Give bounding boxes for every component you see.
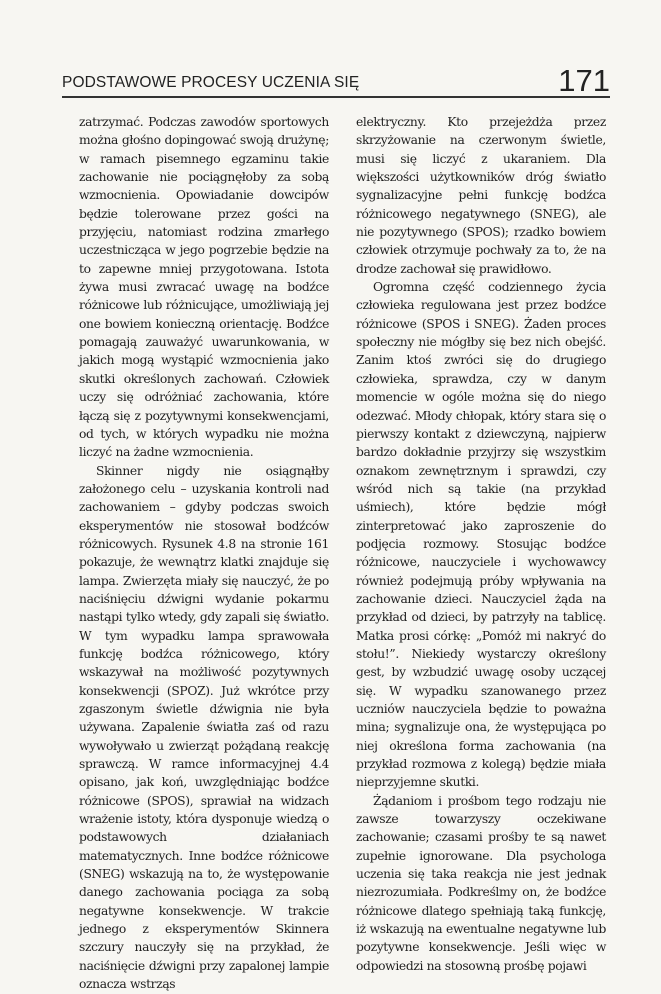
header-rule: [62, 96, 610, 98]
right-column: [356, 113, 606, 973]
paragraph: Żądaniom i prośbom tego rodzaju nie zawsze towarzyszy oczekiwane zachowanie; czasami prośby te są nawet zupełnie ignorowane. Dla psychologa uczenia się taka reakcja nie jest jednak niezrozumiała. Podkreślmy on, że bodźce różnicowe dlatego spełniają taką funkcję, iż wskazują na ewentualne negatywne lub pozytywne konsekwencje. Jeśli więc w odpowiedzi na stosowną prośbę pojawi: [356, 793, 606, 973]
paragraph: zatrzymać. Podczas zawodów sportowych można głośno dopingować swoją drużynę; w ramach pisemnego egzaminu takie zachowanie nie pociągnęłoby za sobą wzmocnienia. Opowiadanie dowcipów będzie tolerowane przez gości na przyjęciu, natomiast rodzina zmarłego uczestnicząca w jego pogrzebie będzie na to zapewne mniej przygotowana. Istota żywa musi zwracać uwagę na bodźce różnicowe lub różnicujące, umożliwiają jej one bowiem konieczną orientację. Bodźce pomagają zauważyć uwarunkowania, w jakich mogą wystąpić wzmocnienia jako skutki określonych zachowań. Człowiek uczy się odróżniać zachowania, które łączą się z pozytywnymi konsekwencjami, od tych, w których wypadku nie można liczyć na żadne wzmocnienia.: [79, 115, 329, 460]
paragraph: Skinner nigdy nie osiągnąłby założonego celu – uzyskania kontroli nad zachowaniem – gdyby podczas swoich eksperymentów nie stosował bodźców różnicowych. Rysunek 4.8 na stronie 161 pokazuje, że wewnątrz klatki znajduje się lampa. Zwierzęta miały się nauczyć, że po naciśnięciu dźwigni wydanie pokarmu nastąpi tylko wtedy, gdy zapali się światło. W tym wypadku lampa sprawowała funkcję bodźca różnicowego, który wskazywał na możliwość pozytywnych konsekwencji (SPOZ). Już wkrótce przy zgaszonym świetle dźwignia nie była używana. Zapalenie światła zaś od razu wywoływało u zwierząt pożądaną reakcję sprawczą. W ramce informacyjnej 4.4 opisano, jak koń, uwzględniając bodźce różnicowe (SPOS), sprawiał na widzach wrażenie istoty, która dysponuje wiedzą o podstawowych działaniach matematycznych. Inne bodźce różnicowe (SNEG) wskazują na to, że występowanie danego zachowania pociąga za sobą negatywne konsekwencje. W trakcie jednego z eksperymentów Skinnera szczury nauczyły się na przykład, że naciśnięcie dźwigni przy zapalonej lampie oznacza wstrząs: [79, 463, 329, 992]
paragraph: elektryczny. Kto przejeżdża przez skrzyżowanie na czerwonym świetle, musi się liczyć z ukaraniem. Dla większości użytkowników dróg światło sygnalizacyjne pełni funkcję bodźca różnicowego negatywnego (SNEG), ale nie pozytywnego (SPOS); rzadko bowiem człowiek otrzymuje pochwały za to, że na drodze zachował się prawidłowo.: [356, 115, 606, 276]
paragraph: Ogromna część codziennego życia człowieka regulowana jest przez bodźce różnicowe (SPOS i SNEG). Żaden proces społeczny nie mógłby się bez nich obejść. Zanim ktoś zwróci się do drugiego człowieka, sprawdza, czy w danym momencie w ogóle można się do niego odezwać. Młody chłopak, który stara się o pierwszy kontakt z dziewczyną, najpierw bardzo dokładnie przyjrzy się wszystkim oznakom zewnętrznym i sprawdzi, czy wśród nich są takie (na przykład uśmiech), które będzie mógł zinterpretować jako zaproszenie do podjęcia rozmowy. Stosując bodźce różnicowe, nauczyciele i wychowawcy również podejmują próby wpływania na zachowanie dzieci. Nauczyciel żąda na przykład od dzieci, by patrzyły na tablicę. Matka prosi córkę: „Pomóż mi nakryć do stołu!”. Niekiedy wystarczy określony gest, by wzbudzić uwagę osoby uczącej się. W wypadku szanowanego przez uczniów nauczyciela będzie to poważna mina; sygnalizuje ona, że występująca po niej określona forma zachowania (na przykład rozmowa z kolegą) będzie miała nieprzyjemne skutki.: [356, 280, 606, 790]
left-column: [79, 113, 329, 992]
running-header-title: PODSTAWOWE PROCESY UCZENIA SIĘ: [62, 74, 360, 91]
running-header: [62, 60, 610, 96]
page-number: 171: [558, 63, 610, 98]
